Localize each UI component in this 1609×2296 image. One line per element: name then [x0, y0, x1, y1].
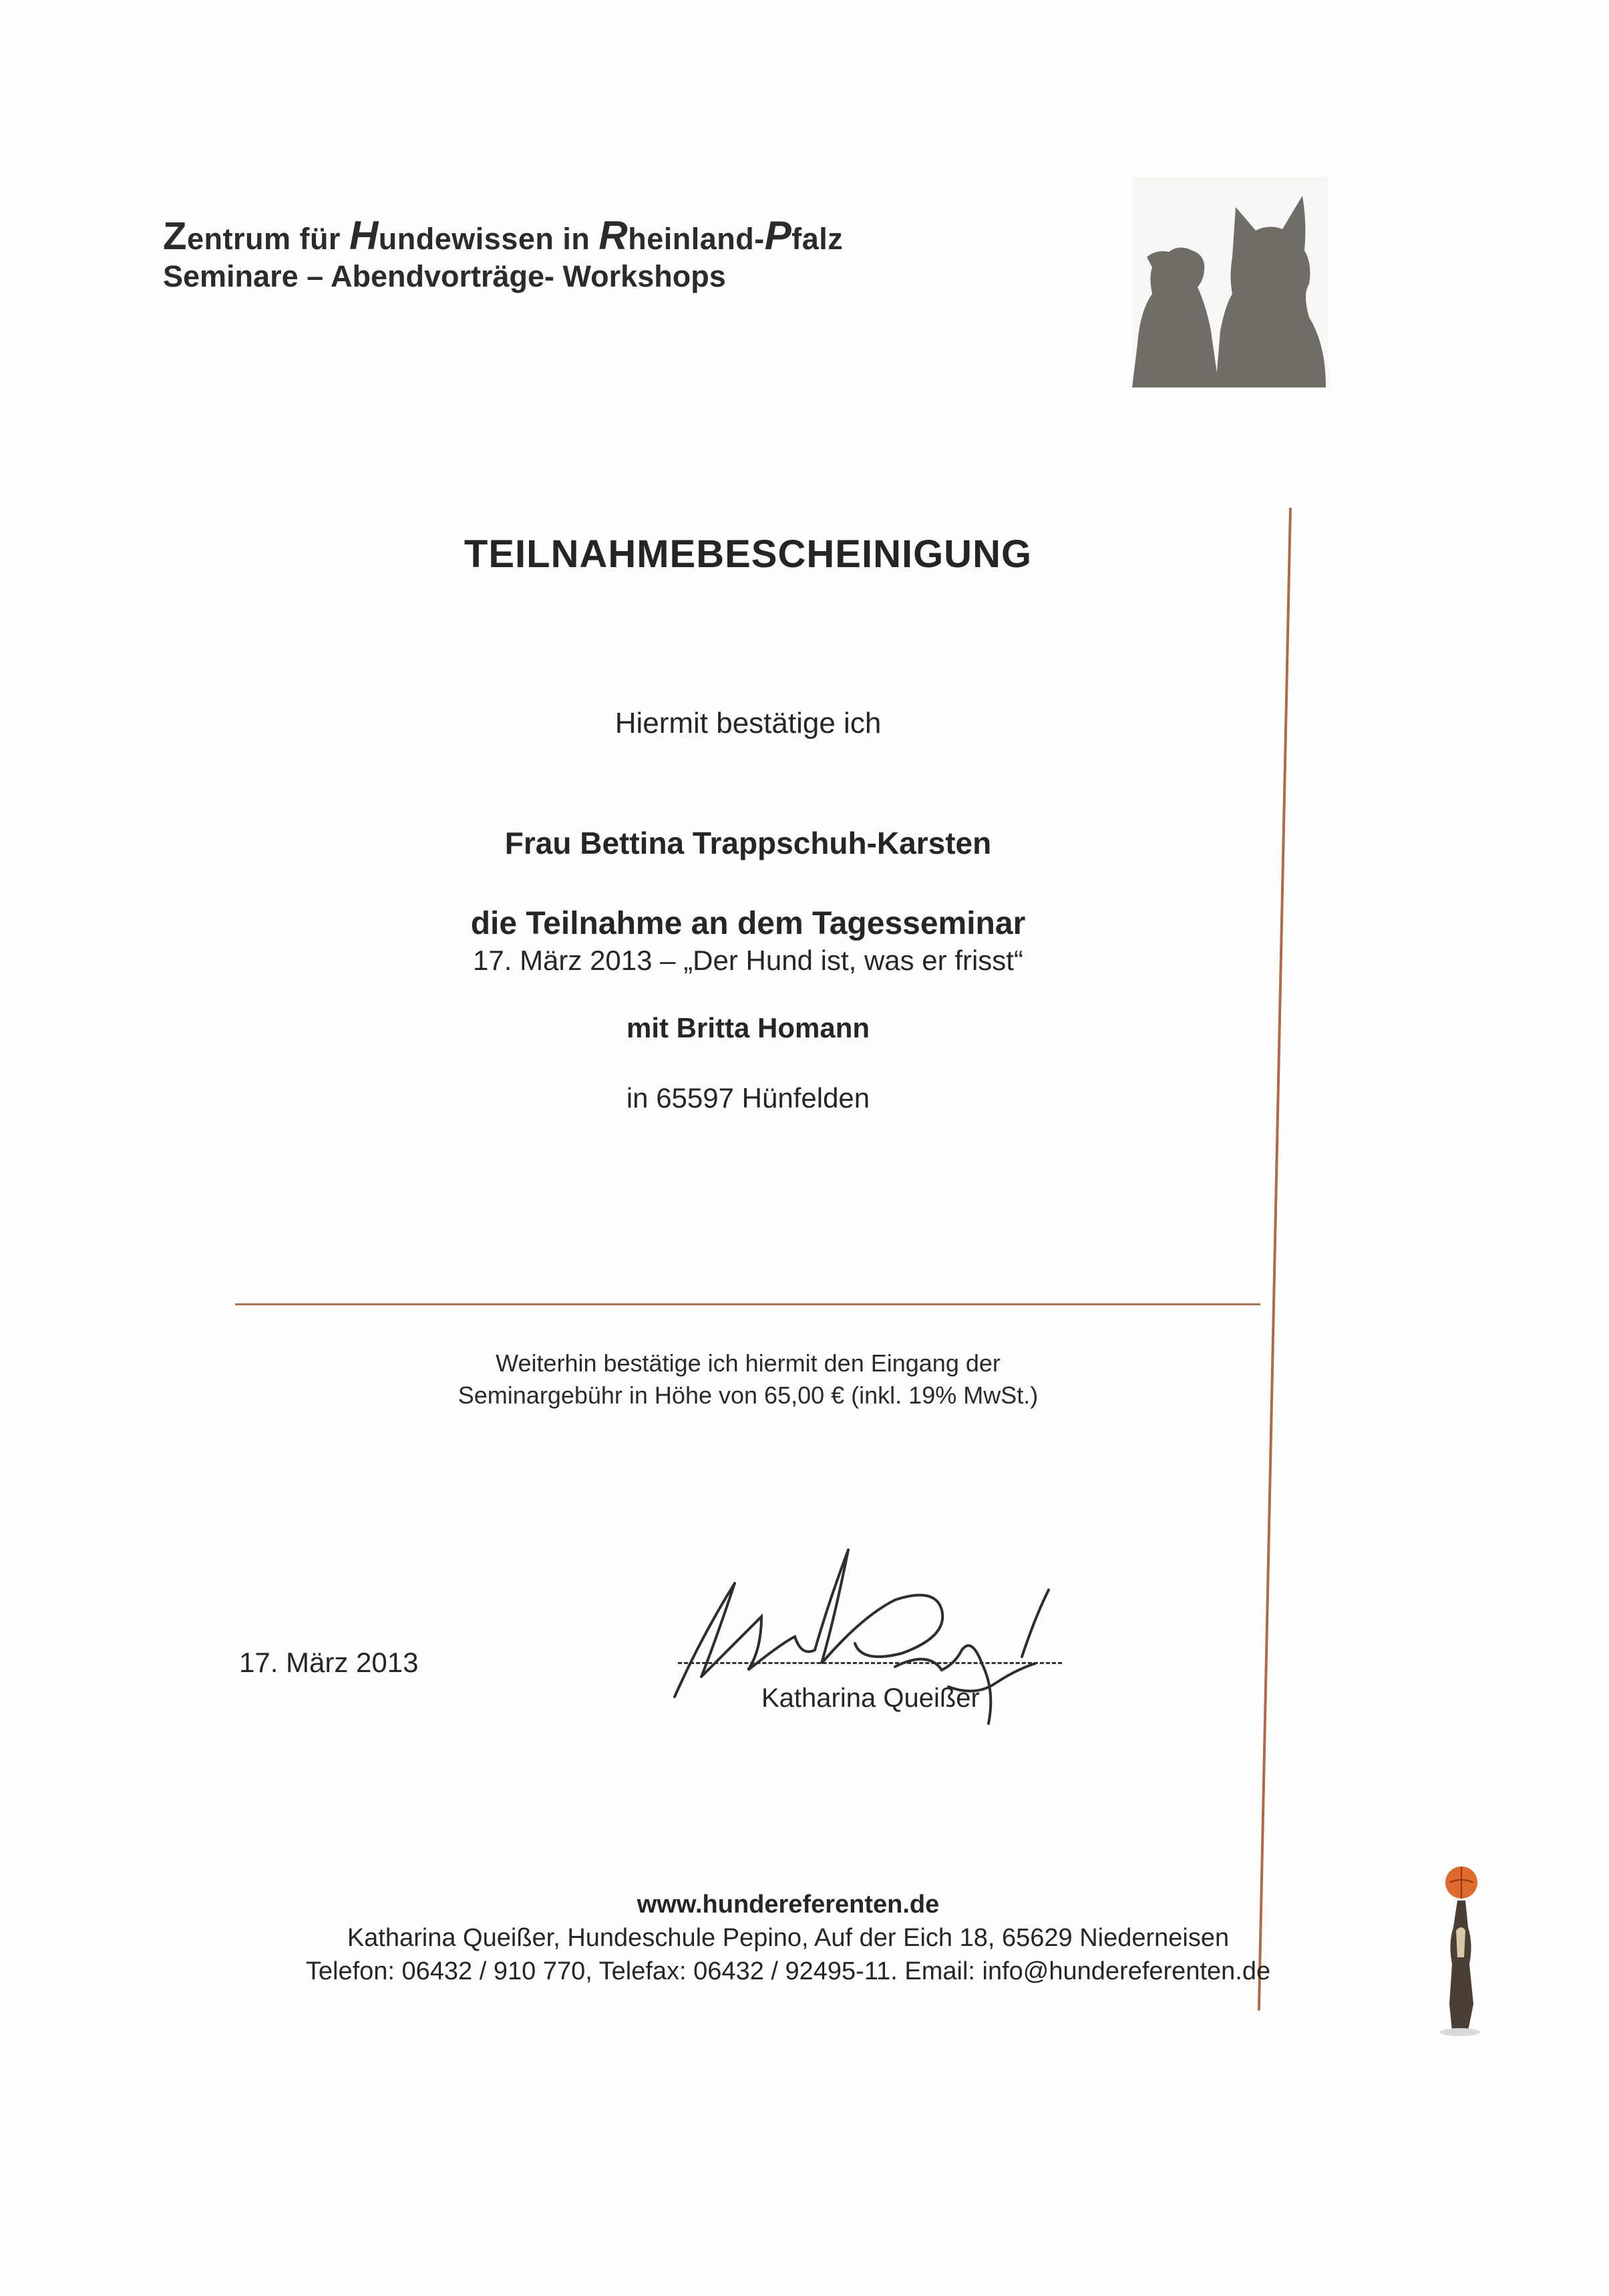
- intro-text: Hiermit bestätige ich: [614, 707, 882, 740]
- dog-silhouettes-logo-icon: [1132, 177, 1329, 387]
- org-initial-h: H: [349, 213, 379, 258]
- handwritten-signature-icon: [661, 1536, 1075, 1737]
- website-link: www.hundereferenten.de: [637, 1891, 940, 1919]
- footer-address: Katharina Queißer, Hundeschule Pepino, Auf der Eich 18, 65629 Niederneisen: [347, 1924, 1230, 1952]
- fee-text-line2: Seminargebühr in Höhe von 65,00 € (inkl. 19% MwSt.): [458, 1381, 1039, 1409]
- org-text-1: entrum für: [186, 222, 349, 256]
- org-initial-p: P: [764, 213, 792, 258]
- signatory-name: Katharina Queißer: [761, 1683, 980, 1713]
- dog-with-ball-icon: [1436, 1864, 1483, 2037]
- certificate-title: TEILNAHMEBESCHEINIGUNG: [464, 532, 1033, 576]
- org-subtitle: Seminare – Abendvorträge- Workshops: [163, 259, 726, 293]
- footer-contact: Telefon: 06432 / 910 770, Telefax: 06432 / 92495-11. Email: info@hundereferenten.de: [305, 1957, 1271, 1985]
- trainer-name: mit Britta Homann: [626, 1012, 870, 1043]
- org-initial-r: R: [598, 213, 629, 258]
- seminar-label: die Teilnahme an dem Tagesseminar: [470, 906, 1026, 941]
- org-text-3: heinland-: [628, 222, 765, 256]
- org-text-2: undewissen in: [378, 222, 599, 256]
- horizontal-divider: [235, 1303, 1260, 1305]
- org-name: [163, 212, 843, 259]
- seminar-location: in 65597 Hünfelden: [626, 1082, 870, 1114]
- signature-date: 17. März 2013: [239, 1647, 419, 1678]
- fee-text-line1: Weiterhin bestätige ich hiermit den Eingang der: [496, 1349, 1001, 1377]
- participant-name: Frau Bettina Trappschuh-Karsten: [504, 826, 992, 860]
- org-text-4: falz: [791, 222, 844, 256]
- org-initial-z: Z: [163, 214, 187, 258]
- seminar-detail: 17. März 2013 – „Der Hund ist, was er frisst“: [473, 945, 1023, 976]
